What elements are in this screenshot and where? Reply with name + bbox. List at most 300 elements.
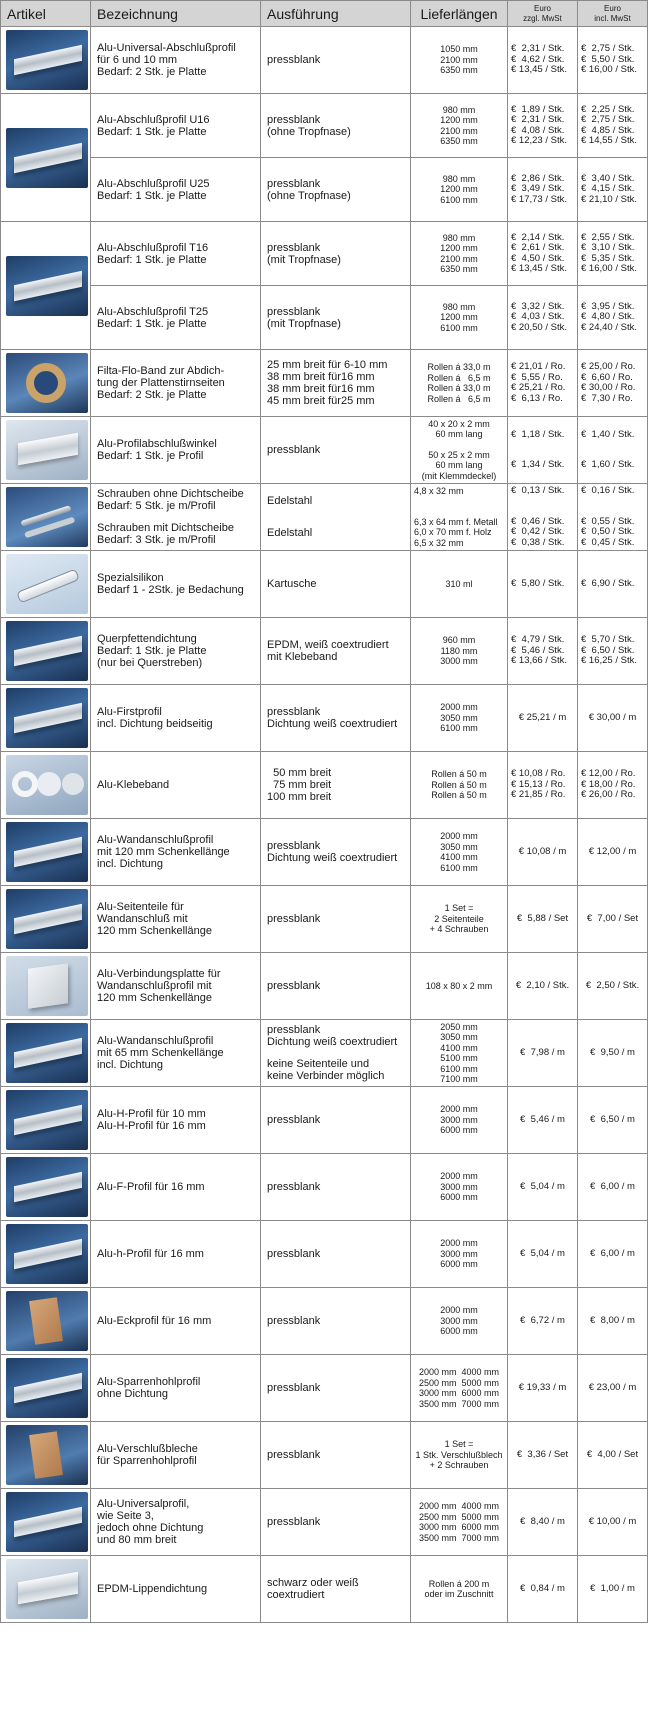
price-brutto-line: € 1,40 / Stk. xyxy=(581,428,635,440)
lieferlaengen-line: 108 x 80 x 2 mm xyxy=(425,980,493,991)
artikel-cell xyxy=(1,1355,91,1422)
price-brutto-cell xyxy=(578,1154,648,1221)
lieferlaengen-line: 2000 mm xyxy=(440,1104,478,1115)
product-photo xyxy=(6,353,88,413)
lieferlaengen-line: 2000 mm xyxy=(440,1305,478,1316)
price-netto-line: € 25,21 / m xyxy=(518,711,567,723)
ausfuehrung-line: keine Seitenteile und xyxy=(267,1058,370,1070)
price-brutto-cell xyxy=(578,1221,648,1288)
ausfuehrung-line: pressblank xyxy=(267,177,321,190)
lieferlaengen-line: 60 mm lang xyxy=(435,460,483,471)
product-photo xyxy=(6,1492,88,1552)
bezeichnung-cell xyxy=(91,94,261,158)
bezeichnung-cell xyxy=(91,1355,261,1422)
price-netto-line: € 12,23 / Stk. xyxy=(511,135,567,146)
price-netto-line: € 6,13 / Ro. xyxy=(511,392,563,404)
lieferlaengen-line: 2500 mm 5000 mm xyxy=(418,1377,500,1388)
lieferlaengen-line: 6100 mm xyxy=(440,322,478,333)
price-brutto-line: € 2,75 / Stk. xyxy=(581,114,635,125)
price-brutto-cell xyxy=(578,417,648,484)
lieferlaengen-cell xyxy=(411,819,508,886)
artikel-cell xyxy=(1,685,91,752)
lieferlaengen-line: 3000 mm xyxy=(440,1181,478,1192)
lieferlaengen-line xyxy=(414,507,507,517)
bezeichnung-cell xyxy=(91,1020,261,1087)
price-brutto-cell xyxy=(578,1489,648,1556)
lieferlaengen-cell xyxy=(411,953,508,1020)
lieferlaengen-cell xyxy=(411,484,508,551)
price-brutto-line: € 6,00 / m xyxy=(590,1247,635,1259)
product-photo xyxy=(6,554,88,614)
table-row xyxy=(1,1154,648,1221)
table-row xyxy=(1,1355,648,1422)
bezeichnung-line: jedoch ohne Dichtung xyxy=(97,1522,204,1534)
lieferlaengen-cell xyxy=(411,286,508,350)
price-netto-line: € 4,79 / Stk. xyxy=(511,634,565,646)
ausfuehrung-line: Dichtung weiß coextrudiert xyxy=(267,718,398,730)
bezeichnung-line: Alu-F-Profil für 16 mm xyxy=(97,1181,205,1193)
ausfuehrung-line: Kartusche xyxy=(267,578,317,590)
bezeichnung-cell xyxy=(91,286,261,350)
lieferlaengen-line: 6000 mm xyxy=(440,1192,478,1203)
artikel-cell xyxy=(1,1154,91,1221)
ausfuehrung-line: pressblank xyxy=(267,913,321,925)
lieferlaengen-line: 6000 mm xyxy=(440,1326,478,1337)
ausfuehrung-line: EPDM, weiß coextrudiert xyxy=(267,639,389,651)
ausfuehrung-line: pressblank xyxy=(267,840,321,852)
price-netto-line: € 20,50 / Stk. xyxy=(511,321,567,333)
bezeichnung-cell xyxy=(91,953,261,1020)
ausfuehrung-line: pressblank xyxy=(267,706,321,718)
lieferlaengen-cell xyxy=(411,685,508,752)
price-netto-line: € 13,45 / Stk. xyxy=(511,64,567,76)
ausfuehrung-cell xyxy=(261,350,411,417)
lieferlaengen-line: 3000 mm 6000 mm xyxy=(418,1522,500,1532)
table-row xyxy=(1,350,648,417)
price-brutto-cell xyxy=(578,1020,648,1087)
price-netto-cell xyxy=(508,551,578,618)
price-brutto-line: € 0,45 / Stk. xyxy=(581,536,635,548)
price-netto-line: € 3,32 / Stk. xyxy=(511,300,565,312)
lieferlaengen-cell xyxy=(411,618,508,685)
product-photo xyxy=(6,30,88,90)
lieferlaengen-line: 6000 mm xyxy=(440,1125,478,1136)
lieferlaengen-cell xyxy=(411,1355,508,1422)
ausfuehrung-cell xyxy=(261,819,411,886)
price-netto-line: € 5,04 / m xyxy=(520,1180,565,1192)
ausfuehrung-line: pressblank xyxy=(267,1181,321,1193)
price-brutto-line: € 2,75 / Stk. xyxy=(581,43,635,55)
price-netto-line: € 10,08 / m xyxy=(518,845,567,857)
table-row xyxy=(1,886,648,953)
lieferlaengen-line: 2500 mm 5000 mm xyxy=(418,1511,500,1522)
bezeichnung-line: EPDM-Lippendichtung xyxy=(97,1583,208,1595)
price-netto-line xyxy=(511,507,577,517)
artikel-cell xyxy=(1,484,91,551)
price-brutto-cell xyxy=(578,1355,648,1422)
price-netto-line: € 0,84 / m xyxy=(520,1582,565,1594)
product-photo xyxy=(6,128,88,188)
ausfuehrung-line: pressblank xyxy=(267,1024,321,1036)
table-row xyxy=(1,1422,648,1489)
price-brutto-cell xyxy=(578,222,648,286)
lieferlaengen-line: 2050 mm xyxy=(440,1021,478,1032)
bezeichnung-line: Filta-Flo-Band zur Abdich- xyxy=(97,365,225,377)
bezeichnung-line: incl. Dichtung xyxy=(97,1059,164,1071)
price-brutto-cell xyxy=(578,551,648,618)
ausfuehrung-line xyxy=(267,507,410,517)
ausfuehrung-cell xyxy=(261,484,411,551)
lieferlaengen-line: 2000 mm 4000 mm xyxy=(418,1501,500,1511)
lieferlaengen-cell xyxy=(411,1221,508,1288)
lieferlaengen-cell xyxy=(411,551,508,618)
price-brutto-line: € 6,00 / m xyxy=(590,1180,635,1192)
bezeichnung-line: wie Seite 3, xyxy=(97,1510,154,1522)
bezeichnung-line: Alu-h-Profil für 16 mm xyxy=(97,1248,204,1260)
lieferlaengen-line xyxy=(414,497,507,507)
price-brutto-line: € 16,25 / Stk. xyxy=(581,655,637,667)
ausfuehrung-cell xyxy=(261,618,411,685)
ausfuehrung-cell xyxy=(261,286,411,350)
header-euro-brutto-line: incl. MwSt xyxy=(594,13,631,23)
price-brutto-cell xyxy=(578,886,648,953)
table-row xyxy=(1,618,648,685)
price-netto-line: € 5,55 / Ro. xyxy=(511,371,563,383)
lieferlaengen-line: 980 mm xyxy=(442,232,476,243)
ausfuehrung-line: schwarz oder weiß xyxy=(267,1577,359,1589)
table-row xyxy=(1,1288,648,1355)
lieferlaengen-line: 2000 mm xyxy=(440,1171,478,1182)
price-netto-cell xyxy=(508,1355,578,1422)
artikel-cell xyxy=(1,1288,91,1355)
bezeichnung-line: Alu-Abschlußprofil T25 xyxy=(97,305,209,318)
ausfuehrung-cell xyxy=(261,1422,411,1489)
price-netto-cell xyxy=(508,417,578,484)
bezeichnung-line: Bedarf: 3 Stk. je m/Profil xyxy=(97,534,216,546)
price-netto-line: € 13,66 / Stk. xyxy=(511,655,567,667)
header-euro-netto xyxy=(508,1,578,27)
price-brutto-line: € 5,70 / Stk. xyxy=(581,634,635,646)
lieferlaengen-line: 3500 mm 7000 mm xyxy=(418,1398,500,1409)
lieferlaengen-line: 2000 mm 4000 mm xyxy=(418,1367,500,1377)
lieferlaengen-line: 3050 mm xyxy=(440,841,478,852)
price-brutto-line: € 5,35 / Stk. xyxy=(581,252,635,264)
lieferlaengen-cell xyxy=(411,1288,508,1355)
price-brutto-line: € 6,50 / Stk. xyxy=(581,644,635,656)
lieferlaengen-line: 3000 mm xyxy=(440,1315,478,1326)
bezeichnung-line: Bedarf: 1 Stk. je Platte xyxy=(97,645,207,657)
product-photo xyxy=(6,889,88,949)
price-brutto-line: € 14,55 / Stk. xyxy=(581,135,637,146)
price-netto-line: € 5,04 / m xyxy=(520,1247,565,1259)
bezeichnung-line: Alu-Universal-Abschlußprofil xyxy=(97,42,236,54)
ausfuehrung-line: Dichtung weiß coextrudiert xyxy=(267,852,398,864)
ausfuehrung-line: (mit Tropfnase) xyxy=(267,317,341,330)
price-netto-line: € 5,46 / Stk. xyxy=(511,644,565,656)
product-photo xyxy=(6,1023,88,1083)
lieferlaengen-line: Rollen á 50 m xyxy=(431,790,487,801)
bezeichnung-line: Alu-Abschlußprofil U16 xyxy=(97,113,210,126)
price-netto-cell xyxy=(508,1221,578,1288)
price-brutto-line: € 10,00 / m xyxy=(588,1515,637,1527)
lieferlaengen-line: + 2 Schrauben xyxy=(429,1460,489,1471)
price-netto-line: € 1,89 / Stk. xyxy=(511,103,565,115)
bezeichnung-cell xyxy=(91,1422,261,1489)
bezeichnung-cell xyxy=(91,618,261,685)
lieferlaengen-cell xyxy=(411,1087,508,1154)
price-brutto-line: € 6,90 / Stk. xyxy=(581,577,635,589)
table-row xyxy=(1,752,648,819)
artikel-cell xyxy=(1,350,91,417)
price-brutto-cell xyxy=(578,27,648,94)
bezeichnung-cell xyxy=(91,685,261,752)
price-brutto-line: € 0,55 / Stk. xyxy=(581,515,635,527)
bezeichnung-cell xyxy=(91,886,261,953)
price-netto-line: € 7,98 / m xyxy=(520,1046,565,1058)
ausfuehrung-line: coextrudiert xyxy=(267,1589,325,1601)
table-row xyxy=(1,685,648,752)
lieferlaengen-line: 2000 mm xyxy=(440,1238,478,1249)
ausfuehrung-cell xyxy=(261,953,411,1020)
product-photo xyxy=(6,1157,88,1217)
bezeichnung-line: Alu-Verschlußbleche xyxy=(97,1443,198,1455)
ausfuehrung-line: pressblank xyxy=(267,305,321,318)
bezeichnung-line: Alu-Universalprofil, xyxy=(97,1498,190,1510)
price-brutto-cell xyxy=(578,1087,648,1154)
lieferlaengen-line: 2 Seitenteile xyxy=(434,913,484,924)
artikel-cell xyxy=(1,1020,91,1087)
lieferlaengen-line: 3000 mm xyxy=(440,1114,478,1125)
price-netto-cell xyxy=(508,1288,578,1355)
lieferlaengen-line: oder im Zuschnitt xyxy=(424,1589,494,1599)
ausfuehrung-line: pressblank xyxy=(267,1114,321,1126)
bezeichnung-line: mit 65 mm Schenkellänge xyxy=(97,1047,224,1059)
lieferlaengen-line: 1200 mm xyxy=(440,243,478,253)
bezeichnung-line: Querpfettendichtung xyxy=(97,633,197,645)
bezeichnung-cell xyxy=(91,819,261,886)
price-brutto-line: € 4,15 / Stk. xyxy=(581,183,635,195)
ausfuehrung-line: pressblank xyxy=(267,113,321,126)
bezeichnung-line: Wandanschlußprofil mit xyxy=(97,980,212,992)
lieferlaengen-cell xyxy=(411,222,508,286)
price-netto-line: € 21,85 / Ro. xyxy=(511,789,566,801)
header-bezeichnung: Bezeichnung xyxy=(91,1,261,27)
bezeichnung-cell xyxy=(91,1154,261,1221)
price-netto-cell xyxy=(508,1556,578,1623)
price-netto-line: € 1,18 / Stk. xyxy=(511,428,565,440)
lieferlaengen-line: 1200 mm xyxy=(440,115,478,125)
table-row xyxy=(1,484,648,551)
price-brutto-line: € 4,80 / Stk. xyxy=(581,311,635,323)
price-brutto-line: € 1,00 / m xyxy=(590,1582,635,1594)
lieferlaengen-line: Rollen á 33,0 m xyxy=(427,383,491,393)
bezeichnung-cell xyxy=(91,1556,261,1623)
price-brutto-line: € 26,00 / Ro. xyxy=(581,789,636,801)
lieferlaengen-line: Rollen á 50 m xyxy=(431,769,487,780)
table-row xyxy=(1,158,648,222)
price-brutto-line: € 6,60 / Ro. xyxy=(581,371,633,383)
ausfuehrung-line: pressblank xyxy=(267,980,321,992)
price-brutto-line: € 24,40 / Stk. xyxy=(581,321,637,333)
ausfuehrung-line: 25 mm breit für 6-10 mm xyxy=(267,359,388,371)
bezeichnung-cell xyxy=(91,222,261,286)
bezeichnung-line: (nur bei Querstreben) xyxy=(97,657,203,669)
ausfuehrung-cell xyxy=(261,158,411,222)
bezeichnung-cell xyxy=(91,1288,261,1355)
ausfuehrung-cell xyxy=(261,417,411,484)
artikel-cell xyxy=(1,1556,91,1623)
price-netto-cell xyxy=(508,94,578,158)
ausfuehrung-line: pressblank xyxy=(267,1516,321,1528)
bezeichnung-line: mit 120 mm Schenkellänge xyxy=(97,846,230,858)
lieferlaengen-line: 6,5 x 32 mm xyxy=(414,537,464,548)
price-brutto-line: € 30,00 / m xyxy=(588,711,637,723)
price-netto-cell xyxy=(508,886,578,953)
price-brutto-cell xyxy=(578,158,648,222)
price-netto-line: € 2,31 / Stk. xyxy=(511,114,565,125)
product-photo xyxy=(6,420,88,480)
price-brutto-line: € 5,50 / Stk. xyxy=(581,53,635,65)
price-netto-cell xyxy=(508,1489,578,1556)
lieferlaengen-line: 960 mm xyxy=(442,635,476,646)
bezeichnung-cell xyxy=(91,350,261,417)
price-brutto-line: € 2,25 / Stk. xyxy=(581,103,635,115)
header-euro-netto-line: zzgl. MwSt xyxy=(523,13,562,23)
bezeichnung-line: Alu-Eckprofil für 16 mm xyxy=(97,1315,212,1327)
price-brutto-cell xyxy=(578,1422,648,1489)
price-netto-cell xyxy=(508,1020,578,1087)
ausfuehrung-cell xyxy=(261,886,411,953)
price-netto-line: € 3,36 / Set xyxy=(516,1448,569,1460)
lieferlaengen-line: 3500 mm 7000 mm xyxy=(418,1532,500,1543)
bezeichnung-line: Alu-Abschlußprofil U25 xyxy=(97,177,210,190)
price-netto-cell xyxy=(508,1087,578,1154)
price-netto-cell xyxy=(508,158,578,222)
price-netto-cell xyxy=(508,1422,578,1489)
bezeichnung-line: 120 mm Schenkellänge xyxy=(97,925,212,937)
bezeichnung-line: Alu-Klebeband xyxy=(97,779,170,791)
price-brutto-line: € 1,60 / Stk. xyxy=(581,459,635,470)
price-netto-line: € 2,61 / Stk. xyxy=(511,242,565,253)
price-brutto-line: € 0,16 / Stk. xyxy=(581,485,635,496)
ausfuehrung-line: pressblank xyxy=(267,54,321,66)
lieferlaengen-line: 3050 mm xyxy=(440,712,478,723)
bezeichnung-line: Alu-Seitenteile für xyxy=(97,901,184,913)
lieferlaengen-line: Rollen á 33,0 m xyxy=(427,362,491,372)
price-netto-line: € 2,10 / Stk. xyxy=(515,979,570,991)
artikel-cell xyxy=(1,417,91,484)
bezeichnung-cell xyxy=(91,551,261,618)
price-brutto-line: € 3,10 / Stk. xyxy=(581,242,635,253)
lieferlaengen-line: 6100 mm xyxy=(440,723,478,734)
bezeichnung-line: Bedarf: 2 Stk. je Platte xyxy=(97,389,207,401)
price-brutto-cell xyxy=(578,618,648,685)
lieferlaengen-cell xyxy=(411,1020,508,1087)
header-artikel: Artikel xyxy=(1,1,91,27)
lieferlaengen-line: 3050 mm xyxy=(440,1032,478,1042)
price-netto-line: € 6,72 / m xyxy=(520,1314,565,1326)
price-brutto-line: € 4,00 / Set xyxy=(586,1448,639,1460)
price-brutto-line: € 30,00 / Ro. xyxy=(581,382,636,393)
lieferlaengen-cell xyxy=(411,1556,508,1623)
lieferlaengen-line: 980 mm xyxy=(442,173,476,184)
ausfuehrung-line: pressblank xyxy=(267,1248,321,1260)
product-photo xyxy=(6,956,88,1016)
price-netto-line: € 19,33 / m xyxy=(518,1381,567,1393)
lieferlaengen-line: Rollen á 200 m xyxy=(428,1578,490,1589)
price-netto-cell xyxy=(508,685,578,752)
price-netto-cell xyxy=(508,222,578,286)
product-photo xyxy=(6,487,88,547)
bezeichnung-line: Bedarf: 5 Stk. je m/Profil xyxy=(97,500,216,512)
lieferlaengen-line: 6100 mm xyxy=(440,194,478,205)
lieferlaengen-line: 1 Stk. Verschlußblech xyxy=(415,1449,503,1460)
product-photo xyxy=(6,621,88,681)
ausfuehrung-line xyxy=(267,1048,410,1058)
ausfuehrung-line: pressblank xyxy=(267,1449,321,1461)
table-row xyxy=(1,1020,648,1087)
bezeichnung-line: Alu-Wandanschlußprofil xyxy=(97,1035,214,1047)
bezeichnung-line: Alu-Sparrenhohlprofil xyxy=(97,1376,201,1388)
artikel-cell xyxy=(1,819,91,886)
price-brutto-cell xyxy=(578,484,648,551)
lieferlaengen-line: 6350 mm xyxy=(440,65,478,76)
bezeichnung-cell xyxy=(91,1489,261,1556)
bezeichnung-line: Bedarf: 1 Stk. je Platte xyxy=(97,125,207,138)
artikel-cell xyxy=(1,1422,91,1489)
price-brutto-line: € 0,50 / Stk. xyxy=(581,526,635,537)
bezeichnung-line: tung der Plattenstirnseiten xyxy=(97,377,225,389)
bezeichnung-cell xyxy=(91,417,261,484)
price-netto-line: € 2,86 / Stk. xyxy=(511,172,565,184)
lieferlaengen-line: 1200 mm xyxy=(440,312,478,323)
artikel-cell xyxy=(1,222,91,350)
table-row xyxy=(1,1489,648,1556)
price-brutto-line: € 16,00 / Stk. xyxy=(581,64,637,76)
price-netto-cell xyxy=(508,1154,578,1221)
ausfuehrung-cell xyxy=(261,1489,411,1556)
bezeichnung-line: Bedarf: 2 Stk. je Platte xyxy=(97,66,207,78)
ausfuehrung-line: (ohne Tropfnase) xyxy=(267,125,351,138)
price-brutto-line: € 9,50 / m xyxy=(590,1046,635,1058)
artikel-cell xyxy=(1,1221,91,1288)
price-brutto-cell xyxy=(578,819,648,886)
artikel-cell xyxy=(1,886,91,953)
ausfuehrung-cell xyxy=(261,1556,411,1623)
lieferlaengen-line: 310 ml xyxy=(445,578,473,589)
table-row xyxy=(1,94,648,158)
price-netto-cell xyxy=(508,953,578,1020)
bezeichnung-line: 120 mm Schenkellänge xyxy=(97,992,212,1004)
lieferlaengen-line: Rollen á 6,5 m xyxy=(427,393,491,404)
ausfuehrung-line: Dichtung weiß coextrudiert xyxy=(267,1036,398,1048)
price-brutto-line: € 23,00 / m xyxy=(588,1381,637,1393)
lieferlaengen-line: 3000 mm xyxy=(440,656,478,667)
ausfuehrung-cell xyxy=(261,27,411,94)
bezeichnung-line: für Sparrenhohlprofil xyxy=(97,1455,197,1467)
bezeichnung-cell xyxy=(91,1087,261,1154)
lieferlaengen-line: 2000 mm xyxy=(440,702,478,713)
price-brutto-line: € 3,40 / Stk. xyxy=(581,172,635,184)
product-photo xyxy=(6,688,88,748)
price-brutto-cell xyxy=(578,94,648,158)
ausfuehrung-line: 50 mm breit xyxy=(267,767,332,779)
price-brutto-line: € 8,00 / m xyxy=(590,1314,635,1326)
artikel-cell xyxy=(1,94,91,222)
artikel-cell xyxy=(1,27,91,94)
price-brutto-line: € 6,50 / m xyxy=(590,1113,635,1125)
ausfuehrung-cell xyxy=(261,1087,411,1154)
